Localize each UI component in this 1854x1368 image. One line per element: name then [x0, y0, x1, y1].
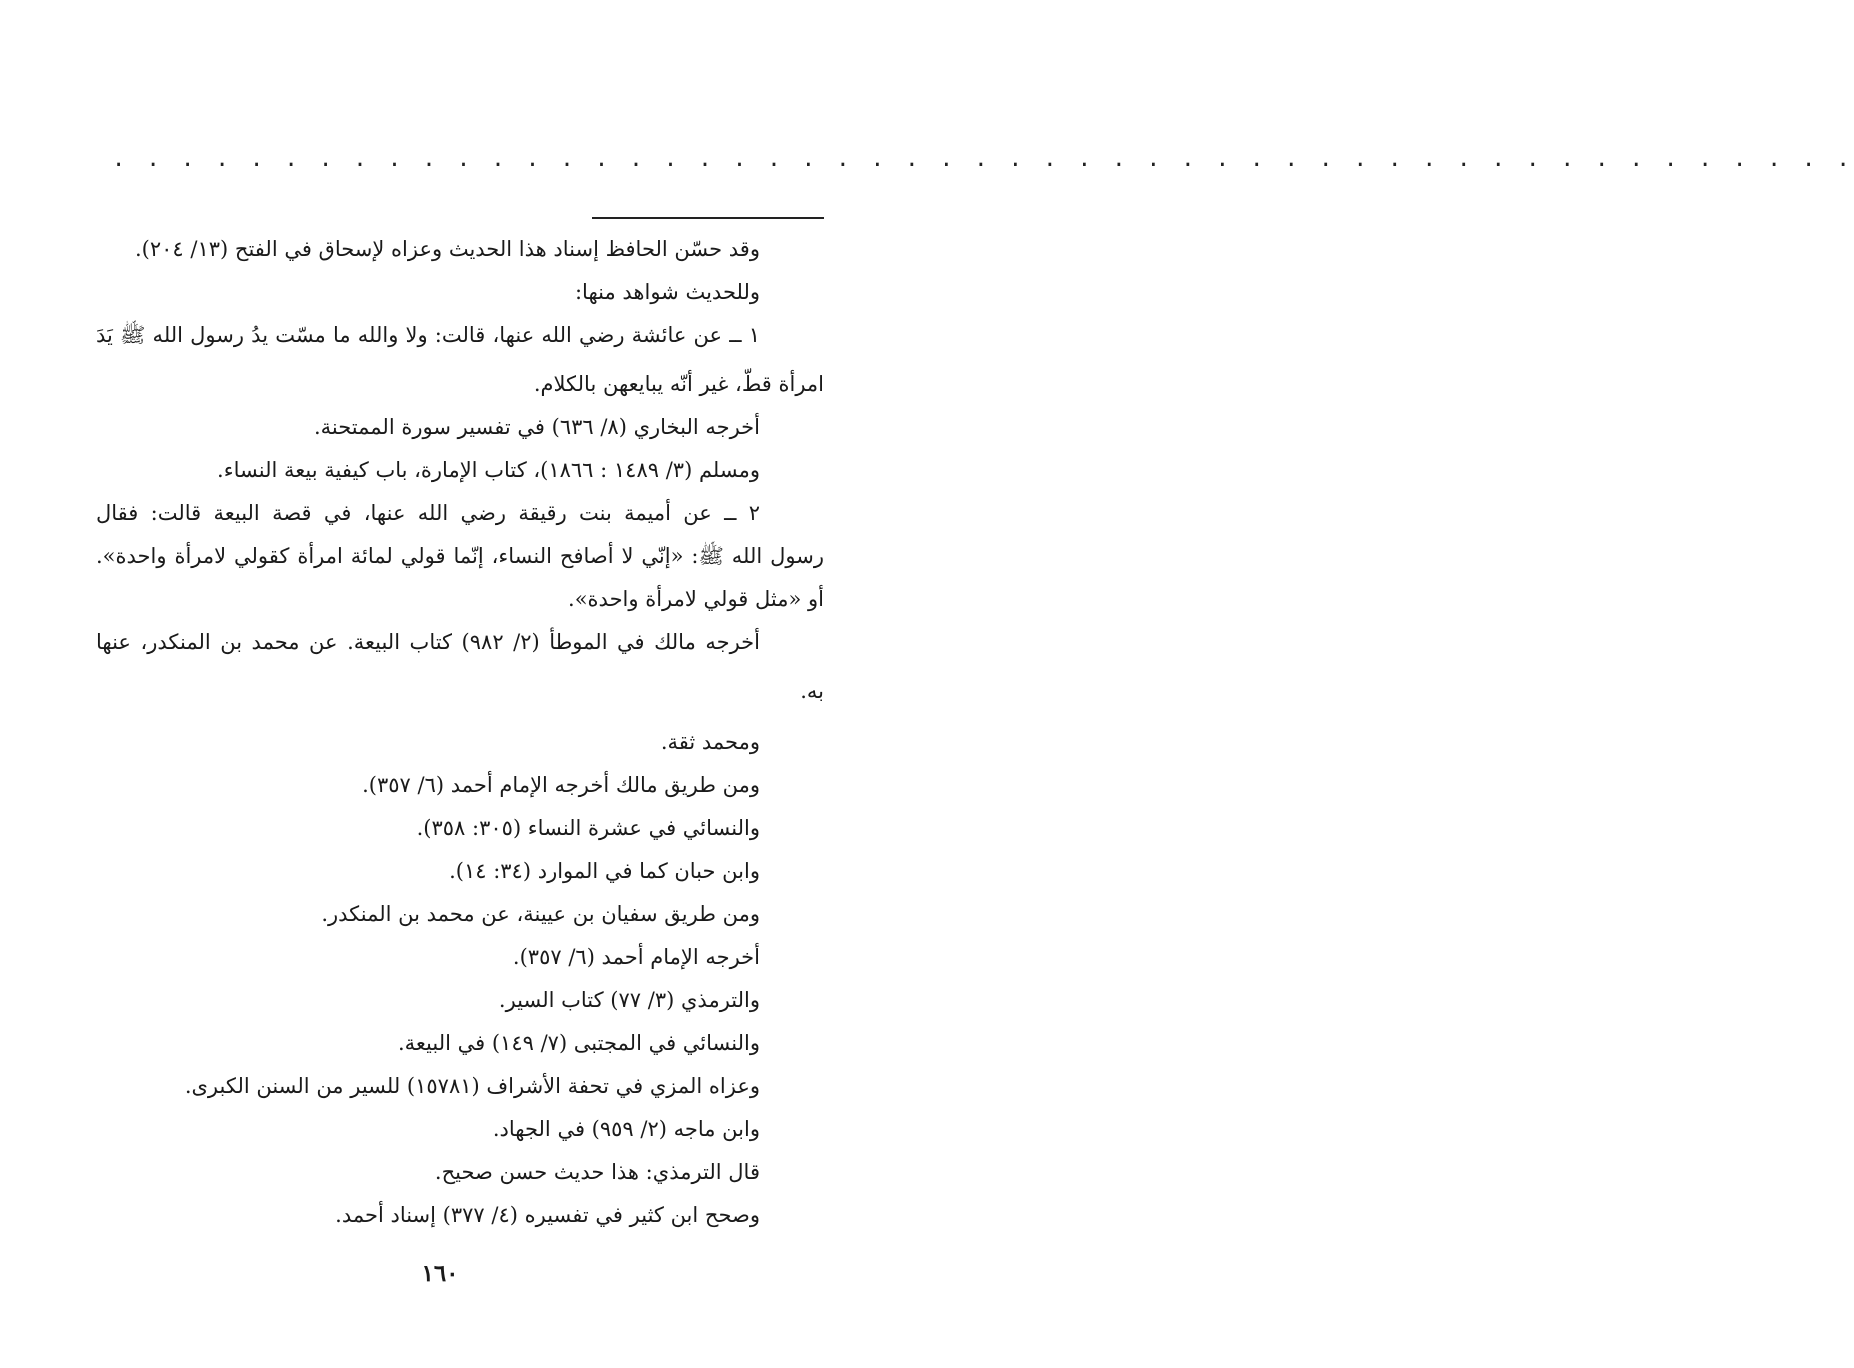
footnote-line: وابن حبان كما في الموارد (٣٤: ١٤).	[449, 859, 760, 883]
footnote-line: ومسلم (٣/ ١٤٨٩ : ١٨٦٦)، كتاب الإمارة، باب كيفية بيعة النساء.	[217, 458, 760, 482]
footnote-line: ٢ ــ عن أميمة بنت رقيقة رضي الله عنها، في قصة البيعة قالت: فقال	[96, 501, 760, 525]
footnote-line: ١ ــ عن عائشة رضي الله عنها، قالت: ولا والله ما مسّت يدُ رسول الله ﷺ يَدَ	[96, 323, 760, 347]
footnote-line: رسول الله ﷺ: «إنّي لا أصافح النساء، إنّما قولي لمائة امرأة كقولي لامرأة واحدة».	[96, 544, 824, 568]
footnote-line: أخرجه مالك في الموطأ (٢/ ٩٨٢) كتاب البيعة. عن محمد بن المنكدر، عنها	[96, 630, 760, 654]
footnote-line: وابن ماجه (٢/ ٩٥٩) في الجهاد.	[492, 1117, 760, 1141]
footnote-line: والنسائي في المجتبى (٧/ ١٤٩) في البيعة.	[397, 1031, 760, 1055]
footnote-line: أخرجه البخاري (٨/ ٦٣٦) في تفسير سورة الممتحنة.	[313, 415, 760, 439]
footnote-line: أو «مثل قولي لامرأة واحدة».	[568, 587, 824, 611]
footnote-line: ومن طريق مالك أخرجه الإمام أحمد (٦/ ٣٥٧).	[362, 773, 760, 797]
footnote-line: وعزاه المزي في تحفة الأشراف (١٥٧٨١) للسير من السنن الكبرى.	[184, 1074, 760, 1098]
footnotes	[96, 228, 824, 1237]
footnote-line: ومن طريق سفيان بن عيينة، عن محمد بن المنكدر.	[321, 902, 760, 926]
footnote-line: امرأة قطّ، غير أنّه يبايعهن بالكلام.	[533, 372, 824, 396]
footnote-line: وللحديث شواهد منها:	[574, 280, 760, 304]
footnote-line: والنسائي في عشرة النساء (٣٠٥: ٣٥٨).	[416, 816, 760, 840]
footnote-line: وصحح ابن كثير في تفسيره (٤/ ٣٧٧) إسناد أحمد.	[335, 1203, 760, 1227]
page-number: ١٦٠	[421, 1260, 459, 1287]
footnote-line: قال الترمذي: هذا حديث حسن صحيح.	[434, 1160, 760, 1184]
footnote-line: به.	[800, 679, 824, 703]
footnote-rule	[592, 217, 824, 219]
footnote-line: ومحمد ثقة.	[660, 730, 760, 754]
footnote-line: وقد حسّن الحافظ إسناد هذا الحديث وعزاه لإسحاق في الفتح (١٣/ ٢٠٤).	[135, 237, 760, 261]
footnote-line: أخرجه الإمام أحمد (٦/ ٣٥٧).	[512, 945, 760, 969]
footnote-line: والترمذي (٣/ ٧٧) كتاب السير.	[498, 988, 760, 1012]
dotted-separator: . . . . . . . . . . . . . . . . . . . . . . . . . . . . . . . . . . . . . . . . . . . . . . . . . . .	[112, 147, 1854, 172]
